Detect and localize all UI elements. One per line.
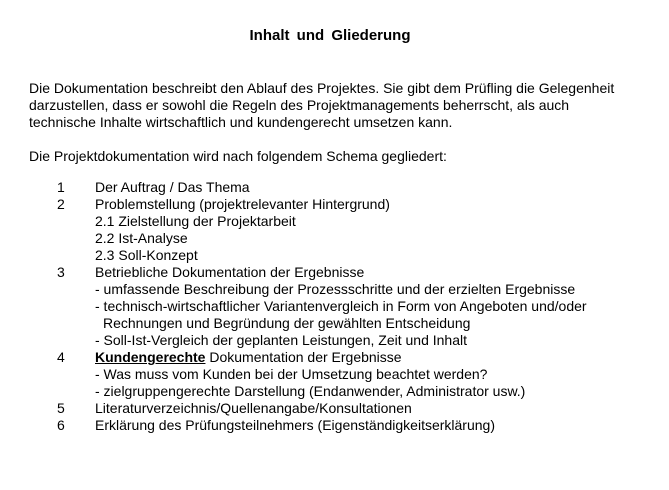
outline-subitem bbox=[29, 213, 639, 230]
outline-subtext: 2.2 Ist-Analyse bbox=[95, 230, 188, 246]
outline-text: Betriebliche Dokumentation der Ergebnisse bbox=[95, 264, 365, 280]
outline-item-6 bbox=[29, 417, 639, 434]
outline-subitem bbox=[29, 230, 639, 247]
outline-number: 6 bbox=[57, 417, 65, 433]
outline-text: Der Auftrag / Das Thema bbox=[95, 179, 250, 195]
outline-item-5 bbox=[29, 400, 639, 417]
outline-subitem bbox=[29, 298, 639, 315]
outline-number: 1 bbox=[57, 179, 65, 195]
outline-number: 3 bbox=[57, 264, 65, 280]
intro-line: Die Dokumentation beschreibt den Ablauf des Projektes. Sie gibt dem Prüfling die Gelegenheit bbox=[29, 80, 615, 96]
outline-subitem bbox=[29, 383, 639, 400]
outline-subtext: - zielgruppengerechte Darstellung (Endanwender, Administrator usw.) bbox=[95, 383, 526, 399]
emphasized-word: Kundengerechte bbox=[95, 349, 206, 365]
outline-item-3 bbox=[29, 264, 639, 281]
outline-text-rest: Dokumentation der Ergebnisse bbox=[205, 349, 402, 365]
outline-list bbox=[29, 179, 639, 434]
intro-line: darzustellen, dass er sowohl die Regeln des Projektmanagements beherrscht, als auch bbox=[29, 97, 570, 113]
outline-subitem bbox=[29, 366, 639, 383]
outline-number: 4 bbox=[57, 349, 65, 365]
outline-text: Literaturverzeichnis/Quellenangabe/Konsultationen bbox=[95, 400, 412, 416]
outline-item-4 bbox=[29, 349, 639, 366]
intro-paragraph bbox=[29, 80, 631, 131]
outline-item-1 bbox=[29, 179, 639, 196]
outline-subitem-continuation bbox=[29, 315, 639, 332]
outline-subtext: Rechnungen und Begründung der gewählten Entscheidung bbox=[103, 315, 471, 331]
outline-subtext: 2.3 Soll-Konzept bbox=[95, 247, 198, 263]
outline-subtext: - Soll-Ist-Vergleich der geplanten Leistungen, Zeit und Inhalt bbox=[95, 332, 468, 348]
outline-item-2 bbox=[29, 196, 639, 213]
outline-number: 5 bbox=[57, 400, 65, 416]
outline-subtext: - umfassende Beschreibung der Prozessschritte und der erzielten Ergebnisse bbox=[95, 281, 576, 297]
outline-text: Problemstellung (projektrelevanter Hintergrund) bbox=[95, 196, 390, 212]
schema-intro: Die Projektdokumentation wird nach folgendem Schema gegliedert: bbox=[29, 148, 447, 164]
outline-text bbox=[95, 349, 639, 366]
intro-line: technische Inhalte wirtschaftlich und kundengerecht umsetzen kann. bbox=[29, 114, 453, 130]
outline-number: 2 bbox=[57, 196, 65, 212]
outline-subitem bbox=[29, 281, 639, 298]
outline-subtext: 2.1 Zielstellung der Projektarbeit bbox=[95, 213, 296, 229]
outline-text: Erklärung des Prüfungsteilnehmers (Eigenständigkeitserklärung) bbox=[95, 417, 495, 433]
outline-subtext: - technisch-wirtschaftlicher Variantenvergleich in Form von Angeboten und/oder bbox=[95, 298, 587, 314]
outline-subitem bbox=[29, 247, 639, 264]
outline-subtext: - Was muss vom Kunden bei der Umsetzung beachtet werden? bbox=[95, 366, 488, 382]
document-title: Inhalt und Gliederung bbox=[249, 27, 411, 44]
outline-subitem bbox=[29, 332, 639, 349]
